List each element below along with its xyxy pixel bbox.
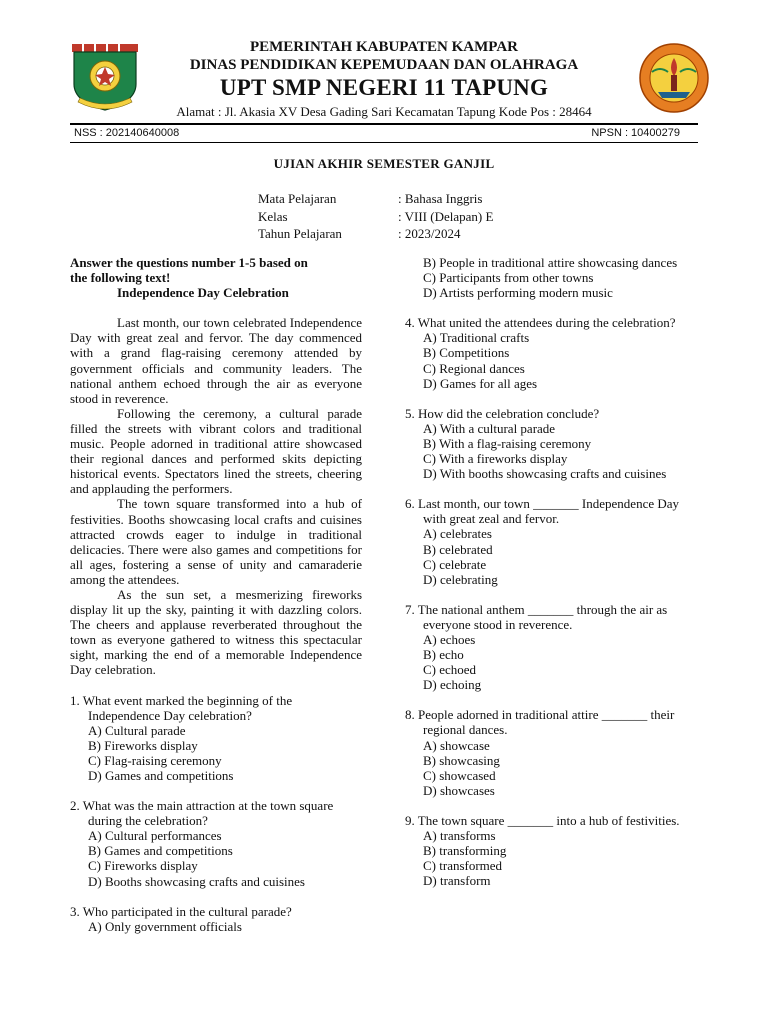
header-divider-bottom bbox=[70, 142, 698, 143]
answer-option: B) With a flag-raising ceremony bbox=[423, 435, 592, 451]
answer-option: A) showcase bbox=[423, 737, 490, 753]
question-text: 8. People adorned in traditional attire _______ their regional dances. bbox=[405, 707, 675, 738]
answer-option: B) echo bbox=[423, 647, 464, 663]
answer-option: D) Games and competitions bbox=[88, 768, 234, 783]
answer-option: D) With booths showcasing crafts and cuisines bbox=[423, 466, 667, 482]
answer-option: C) showcased bbox=[423, 767, 496, 783]
reading-paragraph: Following the ceremony, a cultural parade filled the streets with vibrant colors and traditional music. People adorned in traditional attire showcased their regional dances and performed skits depicting historical events. Spectators lined the streets, cheering and applauding the performers. bbox=[70, 405, 362, 497]
question-text: 6. Last month, our town _______ Independence Day with great zeal and fervor. bbox=[405, 496, 680, 527]
question-4 bbox=[405, 315, 705, 390]
instruction: the following text! bbox=[70, 270, 171, 286]
school-address: Alamat : Jl. Akasia XV Desa Gading Sari Kecamatan Tapung Kode Pos : 28464 bbox=[176, 104, 592, 119]
info-value: : VIII (Delapan) E bbox=[398, 208, 494, 224]
info-row bbox=[258, 208, 493, 226]
question-text: 5. How did the celebration conclude? bbox=[405, 405, 600, 421]
question-text: 3. Who participated in the cultural parade? bbox=[70, 903, 292, 919]
question-text: 7. The national anthem _______ through the air as everyone stood in reverence. bbox=[405, 601, 668, 632]
department-heading: DINAS PENDIDIKAN KEPEMUDAAN DAN OLAHRAGA bbox=[189, 57, 579, 73]
answer-option: C) Regional dances bbox=[423, 360, 525, 376]
question-text: 4. What united the attendees during the celebration? bbox=[405, 315, 676, 331]
nss-number: NSS : 202140640008 bbox=[74, 127, 180, 139]
answer-option: B) Fireworks display bbox=[88, 737, 198, 753]
answer-option: B) Games and competitions bbox=[88, 843, 233, 859]
answer-option: D) transform bbox=[423, 873, 491, 889]
info-value: : Bahasa Inggris bbox=[398, 191, 483, 206]
school-name: UPT SMP NEGERI 11 TAPUNG bbox=[219, 75, 549, 100]
answer-option: C) Fireworks display bbox=[88, 858, 198, 874]
answer-option: D) echoing bbox=[423, 677, 482, 693]
answer-option: C) celebrate bbox=[423, 556, 487, 572]
question-3 bbox=[70, 904, 362, 934]
question-7 bbox=[405, 602, 705, 693]
answer-option: C) With a fireworks display bbox=[423, 451, 568, 467]
answer-option: B) Competitions bbox=[423, 345, 510, 361]
reading-paragraph: Last month, our town celebrated Independence Day with great zeal and fervor. The day commenced with a grand flag-raising ceremony attended by government officials and community leaders. The national anthem echoed through the air as everyone stood in reverence. bbox=[70, 315, 362, 406]
left-column bbox=[70, 255, 362, 934]
answer-option: B) transforming bbox=[423, 843, 507, 859]
answer-option: B) celebrated bbox=[423, 541, 493, 557]
info-value: : 2023/2024 bbox=[398, 226, 461, 241]
answer-option: C) transformed bbox=[423, 858, 503, 874]
info-row bbox=[258, 190, 493, 208]
reading-title: Independence Day Celebration bbox=[117, 285, 289, 301]
answer-option: D) celebrating bbox=[423, 571, 498, 587]
answer-option: B) showcasing bbox=[423, 752, 500, 768]
question-9 bbox=[405, 813, 705, 888]
question-2 bbox=[70, 798, 362, 889]
school-id-bar bbox=[70, 127, 698, 141]
answer-option: A) echoes bbox=[423, 631, 476, 647]
answer-option: D) Games for all ages bbox=[423, 375, 538, 391]
question-6 bbox=[405, 496, 705, 587]
npsn-number: NPSN : 10400279 bbox=[591, 127, 680, 139]
answer-option: A) With a cultural parade bbox=[423, 420, 556, 436]
answer-option: D) Artists performing modern music bbox=[423, 285, 613, 301]
info-row bbox=[258, 225, 493, 243]
answer-option: A) Traditional crafts bbox=[423, 330, 530, 346]
info-label: Mata Pelajaran bbox=[258, 191, 337, 206]
question-5 bbox=[405, 406, 705, 481]
reading-paragraph: As the sun set, a mesmerizing fireworks display lit up the sky, painting it with dazzling colors. The cheers and applause reverberated throughout the town as everyone gathered to witness this spectacular sight, marking the end of a memorable Independence Day celebration. bbox=[70, 586, 362, 678]
right-column bbox=[405, 255, 705, 888]
answer-option: C) Flag-raising ceremony bbox=[88, 752, 222, 768]
answer-option: A) Cultural performances bbox=[88, 828, 222, 844]
question-8 bbox=[405, 707, 705, 798]
answer-option: C) echoed bbox=[423, 662, 477, 678]
header-divider-top bbox=[70, 123, 698, 125]
reading-paragraph: The town square transformed into a hub of festivities. Booths showcasing local crafts and cuisines attracted crowds eager to indulge in traditional delicacies. There were also games and competitions for all ages, fostering a sense of unity and camaraderie among the attendees. bbox=[70, 496, 362, 587]
government-heading: PEMERINTAH KABUPATEN KAMPAR bbox=[249, 39, 519, 55]
info-label: Tahun Pelajaran bbox=[258, 226, 342, 241]
answer-option: B) People in traditional attire showcasing dances bbox=[423, 255, 678, 270]
answer-option: D) Booths showcasing crafts and cuisines bbox=[88, 873, 305, 889]
info-label: Kelas bbox=[258, 208, 288, 224]
answer-option: A) celebrates bbox=[423, 526, 492, 542]
instruction: Answer the questions number 1-5 based on bbox=[70, 255, 308, 270]
answer-option: D) showcases bbox=[423, 782, 495, 798]
exam-info bbox=[258, 190, 493, 243]
answer-option: A) transforms bbox=[423, 828, 496, 843]
question-text: 1. What event marked the beginning of the Independence Day celebration? bbox=[70, 692, 293, 723]
exam-title: UJIAN AKHIR SEMESTER GANJIL bbox=[273, 156, 495, 171]
question-text: 9. The town square _______ into a hub of festivities. bbox=[405, 812, 680, 828]
answer-option: A) Only government officials bbox=[88, 918, 242, 934]
question-text: 2. What was the main attraction at the town square during the celebration? bbox=[70, 798, 334, 829]
answer-option: A) Cultural parade bbox=[88, 722, 186, 738]
question-1 bbox=[70, 693, 362, 784]
question-3-continued bbox=[405, 255, 705, 300]
answer-option: C) Participants from other towns bbox=[423, 270, 594, 286]
